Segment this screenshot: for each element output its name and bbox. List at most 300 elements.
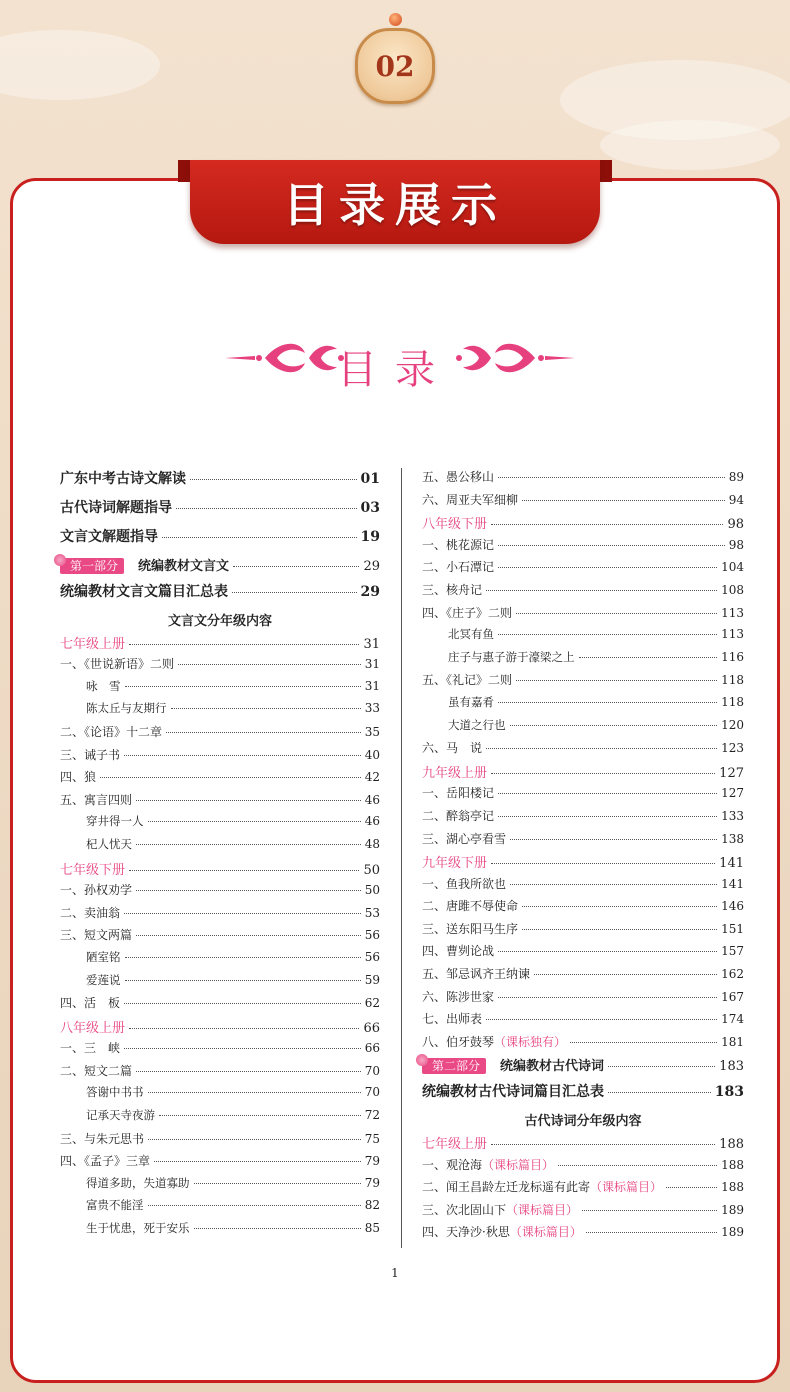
cloud-decoration — [0, 30, 160, 100]
toc-entry-label — [60, 813, 144, 829]
toc-entry — [60, 1197, 380, 1220]
toc-entry — [60, 746, 380, 769]
toc-page-number: 50 — [363, 862, 380, 878]
toc-entry — [422, 988, 744, 1011]
toc-entry-label — [422, 852, 487, 871]
toc-page-number: 146 — [721, 899, 744, 914]
cloud-decoration — [600, 120, 780, 170]
toc-entry-title: 四、活 板 — [60, 996, 121, 1011]
toc-entry-label — [60, 949, 121, 965]
toc-part-label — [60, 555, 229, 574]
toc-entry-label — [422, 897, 518, 914]
toc-entry-title: 五、寓言四则 — [60, 792, 133, 807]
dot-leader — [486, 748, 717, 749]
toc-part-label — [422, 1055, 604, 1074]
badge-dot — [389, 13, 402, 26]
toc-entry-label — [60, 633, 125, 652]
toc-page-number: 120 — [721, 717, 744, 732]
toc-entry-title: 三、核舟记 — [422, 582, 483, 597]
toc-entry — [60, 497, 380, 526]
toc-entry-title: 五、愚公移山 — [422, 470, 495, 484]
toc-entry — [60, 972, 380, 995]
dot-leader — [148, 1092, 361, 1093]
toc-grade-heading — [422, 762, 744, 785]
dot-leader — [570, 1042, 717, 1043]
toc-page-number: 98 — [728, 537, 744, 552]
toc-entry-label — [60, 1017, 125, 1036]
toc-page-number: 66 — [364, 1041, 380, 1056]
dot-leader — [129, 1028, 359, 1029]
toc-entry-title: 北冥有鱼 — [448, 627, 494, 642]
toc-entry — [60, 994, 380, 1017]
toc-entry-title: 得道多助，失道寡助 — [86, 1175, 190, 1190]
toc-entry-title: 二、小石潭记 — [422, 560, 495, 575]
dot-leader — [608, 1092, 711, 1093]
toc-entry-label — [422, 920, 518, 937]
toc-entry-label — [422, 558, 494, 575]
toc-entry-label — [422, 649, 575, 665]
toc-page-number: 138 — [721, 831, 744, 846]
toc-page-number: 157 — [721, 944, 744, 959]
toc-entry — [60, 836, 380, 859]
toc-page-number: 151 — [721, 921, 744, 936]
dot-leader — [498, 816, 717, 817]
toc-entry-label — [422, 784, 494, 801]
toc-page-number: 108 — [721, 582, 744, 597]
toc-page-number: 167 — [721, 989, 744, 1004]
dot-leader — [510, 884, 717, 885]
toc-page-number: 113 — [721, 605, 744, 620]
toc-entry-title: 文言文解题指导 — [60, 529, 158, 545]
toc-entry — [60, 1062, 380, 1085]
toc-entry-label — [60, 881, 132, 898]
toc-entry-tag: （课标篇目） — [506, 1202, 579, 1217]
toc-entry-title: 三、诫子书 — [60, 747, 121, 762]
toc-grade-heading — [60, 859, 380, 882]
toc-page-number: 188 — [721, 1157, 744, 1172]
dot-leader — [194, 1228, 361, 1229]
dot-leader — [136, 800, 361, 801]
toc-entry — [422, 897, 744, 920]
toc-entry-label — [60, 1175, 190, 1191]
toc-entry-title: 记承天寺夜游 — [86, 1108, 155, 1123]
toc-entry-label — [422, 468, 494, 485]
toc-entry-title: 古代诗词分年级内容 — [524, 1114, 642, 1130]
toc-grade-heading — [60, 1017, 380, 1040]
toc-entry-title: 八年级下册 — [422, 517, 488, 533]
toc-entry-title: 九年级上册 — [422, 765, 488, 781]
dot-leader — [148, 1139, 361, 1140]
toc-entry-title: 一、《世说新语》二则 — [60, 657, 175, 672]
toc-entry-title: 七、出师表 — [422, 1012, 483, 1027]
toc-entry — [422, 671, 744, 694]
toc-entry-title: 三、短文两篇 — [60, 928, 133, 943]
toc-entry-label — [422, 1133, 487, 1152]
toc-entry-label — [60, 1107, 155, 1123]
toc-entry-label — [422, 942, 494, 959]
dot-leader — [498, 477, 725, 478]
toc-entry — [422, 558, 744, 581]
toc-entry-title: 八年级上册 — [60, 1020, 126, 1036]
toc-entry-title: 三、与朱元思书 — [60, 1131, 145, 1146]
toc-entry-title: 二、《论语》十二章 — [60, 724, 163, 739]
toc-page-number: 183 — [719, 1059, 744, 1075]
toc-entry-title: 一、桃花源记 — [422, 537, 495, 552]
toc-entry-label — [60, 678, 121, 694]
toc-entry-label — [60, 1130, 144, 1147]
toc-entry — [422, 1033, 744, 1056]
toc-entry-label — [60, 1197, 144, 1213]
toc-entry-title: 二、闻王昌龄左迁龙标遥有此寄 — [422, 1180, 591, 1195]
toc-page-number: 79 — [364, 1175, 380, 1190]
dot-leader — [558, 1165, 717, 1166]
toc-entry-title: 二、卖油翁 — [60, 905, 121, 920]
toc-page-number: 82 — [364, 1198, 380, 1213]
toc-entry-label — [60, 497, 172, 517]
toc-entry-title: 四、《孟子》三章 — [60, 1154, 151, 1169]
toc-entry — [60, 904, 380, 927]
toc-entry-title: 庄子与惠子游于濠梁之上 — [448, 649, 575, 664]
dot-leader — [129, 870, 359, 871]
toc-entry — [422, 604, 744, 627]
toc-entry — [60, 1152, 380, 1175]
toc-page-number: 59 — [364, 972, 380, 987]
toc-entry-label — [422, 1033, 566, 1050]
toc-page-number: 188 — [719, 1137, 744, 1153]
toc-entry-title: 一、岳阳楼记 — [422, 786, 495, 801]
dot-leader — [586, 1232, 717, 1233]
toc-entry — [60, 1130, 380, 1153]
dot-leader — [498, 793, 717, 794]
toc-entry-label — [422, 739, 482, 756]
toc-page-number: 29 — [360, 584, 380, 600]
badge-number: 02 — [375, 49, 415, 83]
toc-entry-label — [60, 746, 120, 763]
toc-entry-title: 五、邹忌讽齐王纳谏 — [422, 967, 531, 982]
dot-leader — [491, 773, 715, 774]
toc-entry — [60, 926, 380, 949]
toc-entry-label — [422, 694, 494, 710]
dot-leader — [194, 1183, 361, 1184]
toc-entry — [422, 694, 744, 717]
toc-entry-label — [60, 1039, 120, 1056]
toc-entry-label — [422, 807, 494, 824]
toc-entry-label — [60, 581, 228, 601]
toc-entry-label — [60, 526, 158, 546]
toc-entry — [60, 881, 380, 904]
toc-page-number: 118 — [721, 694, 744, 709]
dot-leader — [579, 657, 718, 658]
toc-entry-tag: （课标篇目） — [509, 1225, 582, 1240]
toc-page-number: 141 — [719, 856, 744, 872]
toc-entry-title: 陋室铭 — [86, 949, 121, 964]
toc-page-number: 31 — [364, 657, 380, 672]
toc-entry — [60, 468, 380, 497]
dot-leader — [136, 1071, 361, 1072]
dot-leader — [486, 1019, 717, 1020]
toc-entry — [60, 678, 380, 701]
toc-entry — [422, 581, 744, 604]
toc-entry — [422, 649, 744, 672]
toc-entry — [422, 875, 744, 898]
toc-page-number: 189 — [721, 1225, 744, 1240]
ornament-right-icon — [455, 335, 575, 381]
toc-entry-label — [422, 875, 506, 892]
toc-entry — [60, 768, 380, 791]
toc-entry-title: 四、狼 — [60, 770, 97, 785]
toc-entry — [422, 739, 744, 762]
toc-entry — [422, 965, 744, 988]
toc-heading: 目录 — [337, 347, 453, 393]
toc-entry-title: 二、短文二篇 — [60, 1063, 133, 1078]
toc-entry-label — [422, 717, 506, 733]
dot-leader — [582, 1210, 717, 1211]
toc-entry-label — [60, 655, 174, 672]
toc-entry — [422, 1223, 744, 1246]
toc-entry — [422, 830, 744, 853]
toc-entry — [422, 1081, 744, 1110]
dot-leader — [498, 545, 725, 546]
toc-entry-title: 统编教材古代诗词篇目汇总表 — [422, 1084, 604, 1101]
toc-page-number: 188 — [721, 1180, 744, 1195]
toc-entry — [60, 655, 380, 678]
toc-entry-label — [422, 762, 487, 781]
toc-entry-title: 四、曹刿论战 — [422, 944, 495, 959]
toc-entry-title: 二、醉翁亭记 — [422, 808, 495, 823]
toc-page-number: 104 — [721, 560, 744, 575]
banner-title: 目录展示 — [283, 178, 507, 232]
toc-entry-title: 统编教材文言文 — [138, 559, 230, 574]
dot-leader — [136, 844, 361, 845]
toc-entry-tag: （课标独有） — [494, 1034, 567, 1049]
toc-entry-title: 文言文分年级内容 — [167, 614, 272, 629]
toc-entry-title: 统编教材古代诗词 — [500, 1059, 605, 1075]
toc-entry-label — [422, 988, 494, 1005]
toc-page-number: 133 — [721, 808, 744, 823]
dot-leader — [162, 537, 357, 538]
toc-entry-tag: （课标篇目） — [482, 1157, 555, 1172]
toc-page-number: 181 — [721, 1034, 744, 1049]
toc-entry-title: 答谢中书书 — [86, 1085, 144, 1100]
toc-entry-title: 咏 雪 — [86, 678, 121, 693]
toc-page-number: 75 — [364, 1131, 380, 1146]
toc-entry-title: 七年级上册 — [422, 1137, 488, 1153]
dot-leader — [516, 680, 717, 681]
title-banner — [190, 160, 600, 244]
toc-entry-label — [422, 671, 512, 688]
toc-entry — [60, 1084, 380, 1107]
toc-page-number: 31 — [364, 678, 380, 693]
dot-leader — [522, 500, 725, 501]
toc-section-heading — [422, 1110, 744, 1133]
dot-leader — [125, 957, 361, 958]
toc-entry-label — [60, 926, 132, 943]
toc-page-number: 33 — [364, 701, 380, 716]
toc-entry — [60, 723, 380, 746]
toc-page-number: 123 — [721, 741, 744, 756]
toc-page-number: 79 — [364, 1154, 380, 1169]
dot-leader — [166, 732, 361, 733]
toc-page-number: 174 — [721, 1012, 744, 1027]
toc-entry-label — [60, 1152, 150, 1169]
dot-leader — [148, 1205, 361, 1206]
toc-entry-label — [422, 1010, 482, 1027]
toc-entry-tag: （课标篇目） — [590, 1180, 663, 1195]
toc-entry-title: 广东中考古诗文解读 — [60, 471, 186, 487]
toc-grade-heading — [60, 633, 380, 656]
toc-entry-title: 古代诗词解题指导 — [60, 500, 172, 516]
toc-page-number: 94 — [728, 492, 744, 507]
toc-page-number: 35 — [364, 724, 380, 739]
dot-leader — [498, 634, 717, 635]
toc-entry — [60, 949, 380, 972]
toc-entry-label — [422, 491, 518, 508]
toc-page-number: 98 — [727, 517, 744, 533]
toc-page-number: 50 — [364, 883, 380, 898]
dot-leader — [232, 592, 357, 593]
dot-leader — [510, 725, 718, 726]
toc-left-column — [60, 468, 380, 1243]
toc-entry-title: 一、三 峡 — [60, 1041, 121, 1056]
toc-entry-label — [422, 604, 512, 621]
toc-page-number: 53 — [364, 905, 380, 920]
toc-page-number: 162 — [721, 967, 744, 982]
toc-entry — [60, 581, 380, 610]
toc-entry-label — [60, 723, 162, 740]
dot-leader — [510, 839, 717, 840]
dot-leader — [154, 1161, 361, 1162]
toc-page-number: 70 — [364, 1063, 380, 1078]
toc-entry-label — [422, 581, 482, 598]
toc-page-number: 48 — [364, 836, 380, 851]
toc-entry-label — [422, 536, 494, 553]
toc-entry-label — [60, 859, 125, 878]
toc-page-number: 183 — [714, 1084, 744, 1101]
toc-entry — [60, 1107, 380, 1130]
toc-entry-label — [60, 994, 120, 1011]
toc-entry-title: 杞人忧天 — [86, 836, 132, 851]
toc-page-number: 116 — [721, 649, 744, 664]
section-badge — [355, 28, 435, 104]
dot-leader — [522, 906, 717, 907]
dot-leader — [498, 951, 717, 952]
dot-leader — [666, 1187, 717, 1188]
dot-leader — [498, 567, 717, 568]
part-tag: 第二部分 — [422, 1058, 486, 1074]
dot-leader — [124, 1003, 361, 1004]
toc-entry — [422, 942, 744, 965]
toc-entry-label — [60, 904, 120, 921]
toc-entry-title: 七年级下册 — [60, 862, 126, 878]
toc-entry-label — [60, 1062, 132, 1079]
dot-leader — [148, 821, 361, 822]
dot-leader — [491, 1144, 715, 1145]
toc-entry-label — [422, 830, 506, 847]
toc-page-number: 189 — [721, 1202, 744, 1217]
toc-page-number: 118 — [721, 673, 744, 688]
toc-entry-title: 四、天净沙·秋思 — [422, 1225, 510, 1240]
toc-page-number: 89 — [728, 470, 744, 484]
dot-leader — [498, 702, 717, 703]
toc-right-column — [422, 468, 744, 1246]
dot-leader — [522, 929, 717, 930]
dot-leader — [124, 755, 361, 756]
toc-page-number: 01 — [360, 471, 380, 487]
dot-leader — [534, 974, 717, 975]
toc-entry — [422, 491, 744, 514]
toc-entry — [60, 1039, 380, 1062]
toc-entry-title: 三、湖心亭看雪 — [422, 831, 507, 846]
toc-entry — [422, 920, 744, 943]
toc-entry-label — [422, 513, 487, 532]
toc-grade-heading — [422, 1133, 744, 1156]
toc-entry-title: 九年级下册 — [422, 856, 488, 872]
toc-entry — [60, 700, 380, 723]
toc-entry-label — [422, 965, 530, 982]
toc-entry — [422, 784, 744, 807]
dot-leader — [129, 644, 359, 645]
toc-entry-label — [60, 468, 186, 488]
toc-entry — [422, 626, 744, 649]
toc-entry-title: 一、观沧海 — [422, 1157, 483, 1172]
dot-leader — [233, 566, 359, 567]
part-tag: 第一部分 — [60, 558, 124, 574]
toc-entry-title: 陈太丘与友期行 — [86, 701, 167, 716]
toc-page-number: 03 — [360, 500, 380, 516]
toc-entry-title: 六、周亚夫军细柳 — [422, 492, 519, 507]
toc-entry-title: 统编教材文言文篇目汇总表 — [60, 584, 228, 600]
toc-grade-heading — [422, 513, 744, 536]
toc-part-heading — [60, 555, 380, 581]
toc-part-heading — [422, 1055, 744, 1081]
toc-entry-title: 一、孙权劝学 — [60, 883, 133, 898]
dot-leader — [190, 479, 357, 480]
dot-leader — [516, 613, 717, 614]
toc-entry-title: 三、次北固山下 — [422, 1202, 507, 1217]
toc-page-number: 127 — [719, 765, 744, 781]
toc-entry-label — [60, 972, 121, 988]
toc-entry-label — [60, 700, 167, 716]
toc-entry-title: 一、鱼我所欲也 — [422, 876, 507, 891]
toc-page-number: 19 — [360, 529, 380, 545]
toc-entry — [60, 813, 380, 836]
toc-page-number: 56 — [364, 949, 380, 964]
dot-leader — [491, 524, 723, 525]
toc-entry-label — [60, 1220, 190, 1236]
toc-section-heading — [60, 610, 380, 633]
toc-page-number: 85 — [364, 1221, 380, 1236]
toc-entry-label — [60, 768, 96, 785]
dot-leader — [608, 1066, 715, 1067]
toc-entry-title: 三、送东阳马生序 — [422, 921, 519, 936]
toc-entry-title: 富贵不能淫 — [86, 1198, 144, 1213]
toc-entry-label — [422, 1223, 582, 1240]
column-divider — [401, 468, 402, 1248]
toc-entry-label — [422, 1156, 554, 1173]
toc-entry — [422, 1156, 744, 1179]
toc-entry — [422, 1010, 744, 1033]
toc-entry — [60, 1220, 380, 1243]
dot-leader — [136, 890, 361, 891]
toc-page-number: 66 — [363, 1020, 380, 1036]
toc-entry-title: 穿井得一人 — [86, 814, 144, 829]
toc-page-number: 40 — [364, 747, 380, 762]
toc-entry — [422, 1201, 744, 1224]
toc-entry — [60, 1175, 380, 1198]
toc-entry-title: 大道之行也 — [448, 717, 506, 732]
toc-entry-label — [422, 626, 494, 642]
toc-page-number: 62 — [364, 996, 380, 1011]
